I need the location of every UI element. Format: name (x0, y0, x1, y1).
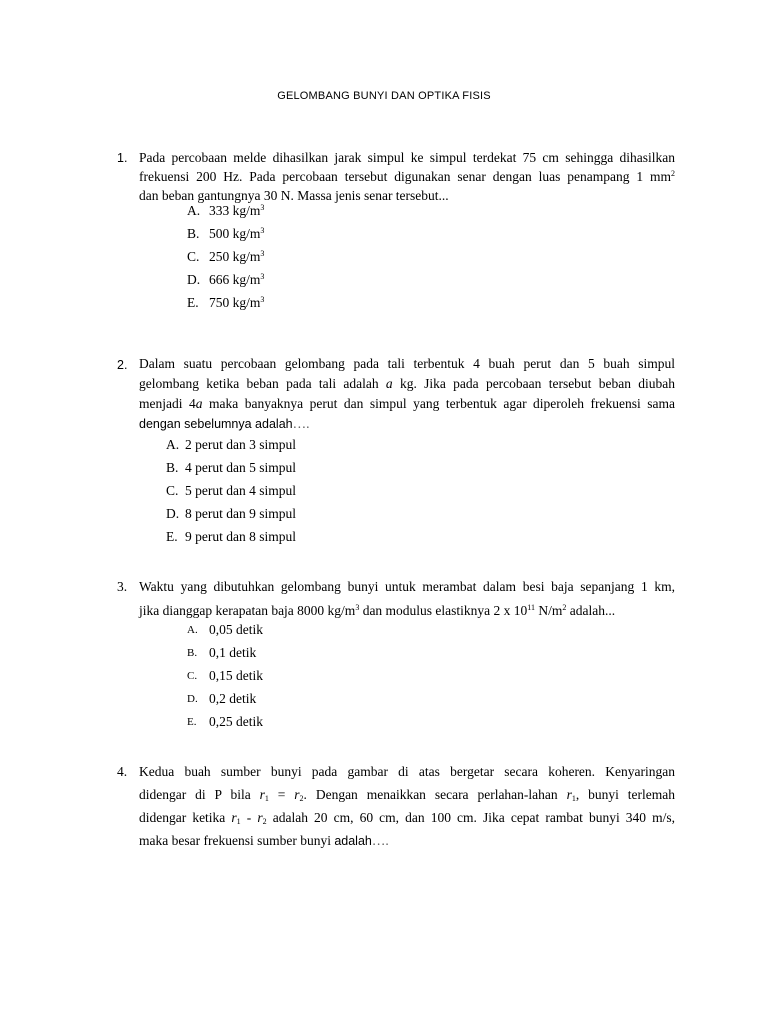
superscript: 3 (260, 226, 265, 235)
option-value: 5 perut dan 4 simpul (185, 483, 296, 498)
line-text: frekuensi 200 Hz. Pada percobaan tersebut digunakan senar dengan luas penampang 1 mm (139, 169, 671, 184)
option-letter: A. (187, 624, 198, 636)
option-letter: B. (166, 460, 179, 475)
question-text (139, 148, 675, 205)
question-3 (117, 575, 675, 623)
option-value: 0,25 detik (209, 714, 263, 729)
option-letter: B. (187, 647, 198, 659)
option-letter: D. (166, 506, 180, 521)
option-letter: E. (166, 529, 178, 544)
option-letter: E. (187, 716, 197, 728)
option-value (209, 295, 264, 311)
question-line (139, 374, 675, 394)
question-line: Kedua buah sumber bunyi pada gambar di atas bergetar secara koheren. Kenyaringan (139, 764, 675, 779)
line-text: adalah... (566, 603, 616, 618)
option-value: 4 perut dan 5 simpul (185, 460, 296, 475)
superscript: 3 (260, 295, 265, 304)
ellipsis: …. (371, 833, 389, 848)
line-text: maka besar frekuensi sumber bunyi (139, 833, 335, 848)
question-text (139, 760, 675, 853)
question-1 (117, 148, 675, 205)
operator: = (268, 787, 295, 802)
question-line (139, 599, 675, 623)
superscript: 3 (260, 249, 265, 258)
line-text: adalah (334, 834, 372, 848)
superscript: 11 (527, 603, 535, 612)
line-text: maka banyaknya perut dan simpul yang terbentuk agar diperoleh frekuensi sama (202, 396, 675, 411)
option-letter: B. (187, 226, 200, 241)
question-number: 2. (117, 358, 128, 372)
line-text: N/m (535, 603, 563, 618)
subscript: 1 (236, 817, 241, 826)
option-text: 250 kg/m (209, 249, 261, 264)
option-letter: C. (187, 670, 198, 682)
subscript: 1 (264, 794, 269, 803)
question-2 (117, 354, 675, 434)
variable: r (259, 787, 265, 802)
question-line (139, 394, 675, 414)
question-line: Dalam suatu percobaan gelombang pada tali terbentuk 4 buah perut dan 5 buah simpul (139, 356, 675, 371)
option-letter: C. (187, 249, 200, 264)
question-text (139, 575, 675, 623)
option-letter: E. (187, 295, 199, 310)
question-4 (117, 760, 675, 853)
line-text: gelombang ketika beban pada tali adalah (139, 376, 386, 391)
option-value (209, 203, 264, 219)
option-text: 666 kg/m (209, 272, 261, 287)
variable: a (385, 376, 393, 391)
option-value (209, 226, 264, 242)
line-text: jika dianggap kerapatan baja 8000 kg/m (139, 603, 356, 618)
question-number: 4. (117, 764, 128, 779)
variable: r (231, 810, 237, 825)
question-number: 3. (117, 579, 128, 594)
operator: - (240, 810, 258, 825)
option-value: 0,15 detik (209, 668, 263, 683)
option-value: 0,2 detik (209, 691, 257, 706)
line-text: dengan sebelumnya adalah (139, 417, 293, 431)
option-text: 750 kg/m (209, 295, 261, 310)
option-value: 8 perut dan 9 simpul (185, 506, 296, 521)
ellipsis: …. (292, 416, 310, 431)
superscript: 2 (562, 603, 567, 612)
option-letter: D. (187, 272, 201, 287)
line-text: adalah 20 cm, 60 cm, dan 100 cm. Jika cepat rambat bunyi 340 m/s, (266, 810, 676, 825)
option-value: 0,05 detik (209, 622, 263, 637)
subscript: 1 (571, 794, 576, 803)
question-line: Pada percobaan melde dihasilkan jarak simpul ke simpul terdekat 75 cm sehingga dihasilkan (139, 150, 675, 165)
line-text: dan modulus elastiknya 2 x 10 (359, 603, 528, 618)
question-line (139, 414, 675, 434)
option-value (209, 272, 264, 288)
option-letter: A. (187, 203, 201, 218)
option-text: 333 kg/m (209, 203, 261, 218)
superscript: 3 (260, 203, 265, 212)
line-text: didengar ketika (139, 810, 232, 825)
option-value: 9 perut dan 8 simpul (185, 529, 296, 544)
superscript: 3 (355, 603, 360, 612)
option-letter: D. (187, 693, 198, 705)
question-line (139, 806, 675, 829)
page-title: GELOMBANG BUNYI DAN OPTIKA FISIS (277, 90, 491, 102)
question-line (139, 167, 675, 186)
question-text (139, 354, 675, 434)
option-text: 500 kg/m (209, 226, 261, 241)
line-text: , bunyi terlemah (575, 787, 675, 802)
option-letter: A. (166, 437, 180, 452)
line-text: kg. Jika pada percobaan tersebut beban diubah (392, 376, 675, 391)
variable: r (257, 810, 263, 825)
option-letter: C. (166, 483, 179, 498)
line-text: menjadi 4 (139, 396, 196, 411)
subscript: 2 (299, 794, 304, 803)
variable: r (566, 787, 572, 802)
question-line: Waktu yang dibutuhkan gelombang bunyi untuk merambat dalam besi baja sepanjang 1 km, (139, 579, 675, 594)
variable: r (294, 787, 300, 802)
variable: a (195, 396, 203, 411)
subscript: 2 (262, 817, 267, 826)
superscript: 3 (260, 272, 265, 281)
question-line (139, 783, 675, 806)
option-value (209, 249, 264, 265)
question-number: 1. (117, 151, 128, 165)
line-text: . Dengan menaikkan secara perlahan-lahan (303, 787, 567, 802)
option-value: 0,1 detik (209, 645, 257, 660)
option-value: 2 perut dan 3 simpul (185, 437, 296, 452)
question-line: dan beban gantungnya 30 N. Massa jenis senar tersebut... (139, 188, 449, 203)
line-text: didengar di P bila (139, 787, 260, 802)
superscript: 2 (671, 169, 675, 178)
question-line (139, 829, 675, 853)
